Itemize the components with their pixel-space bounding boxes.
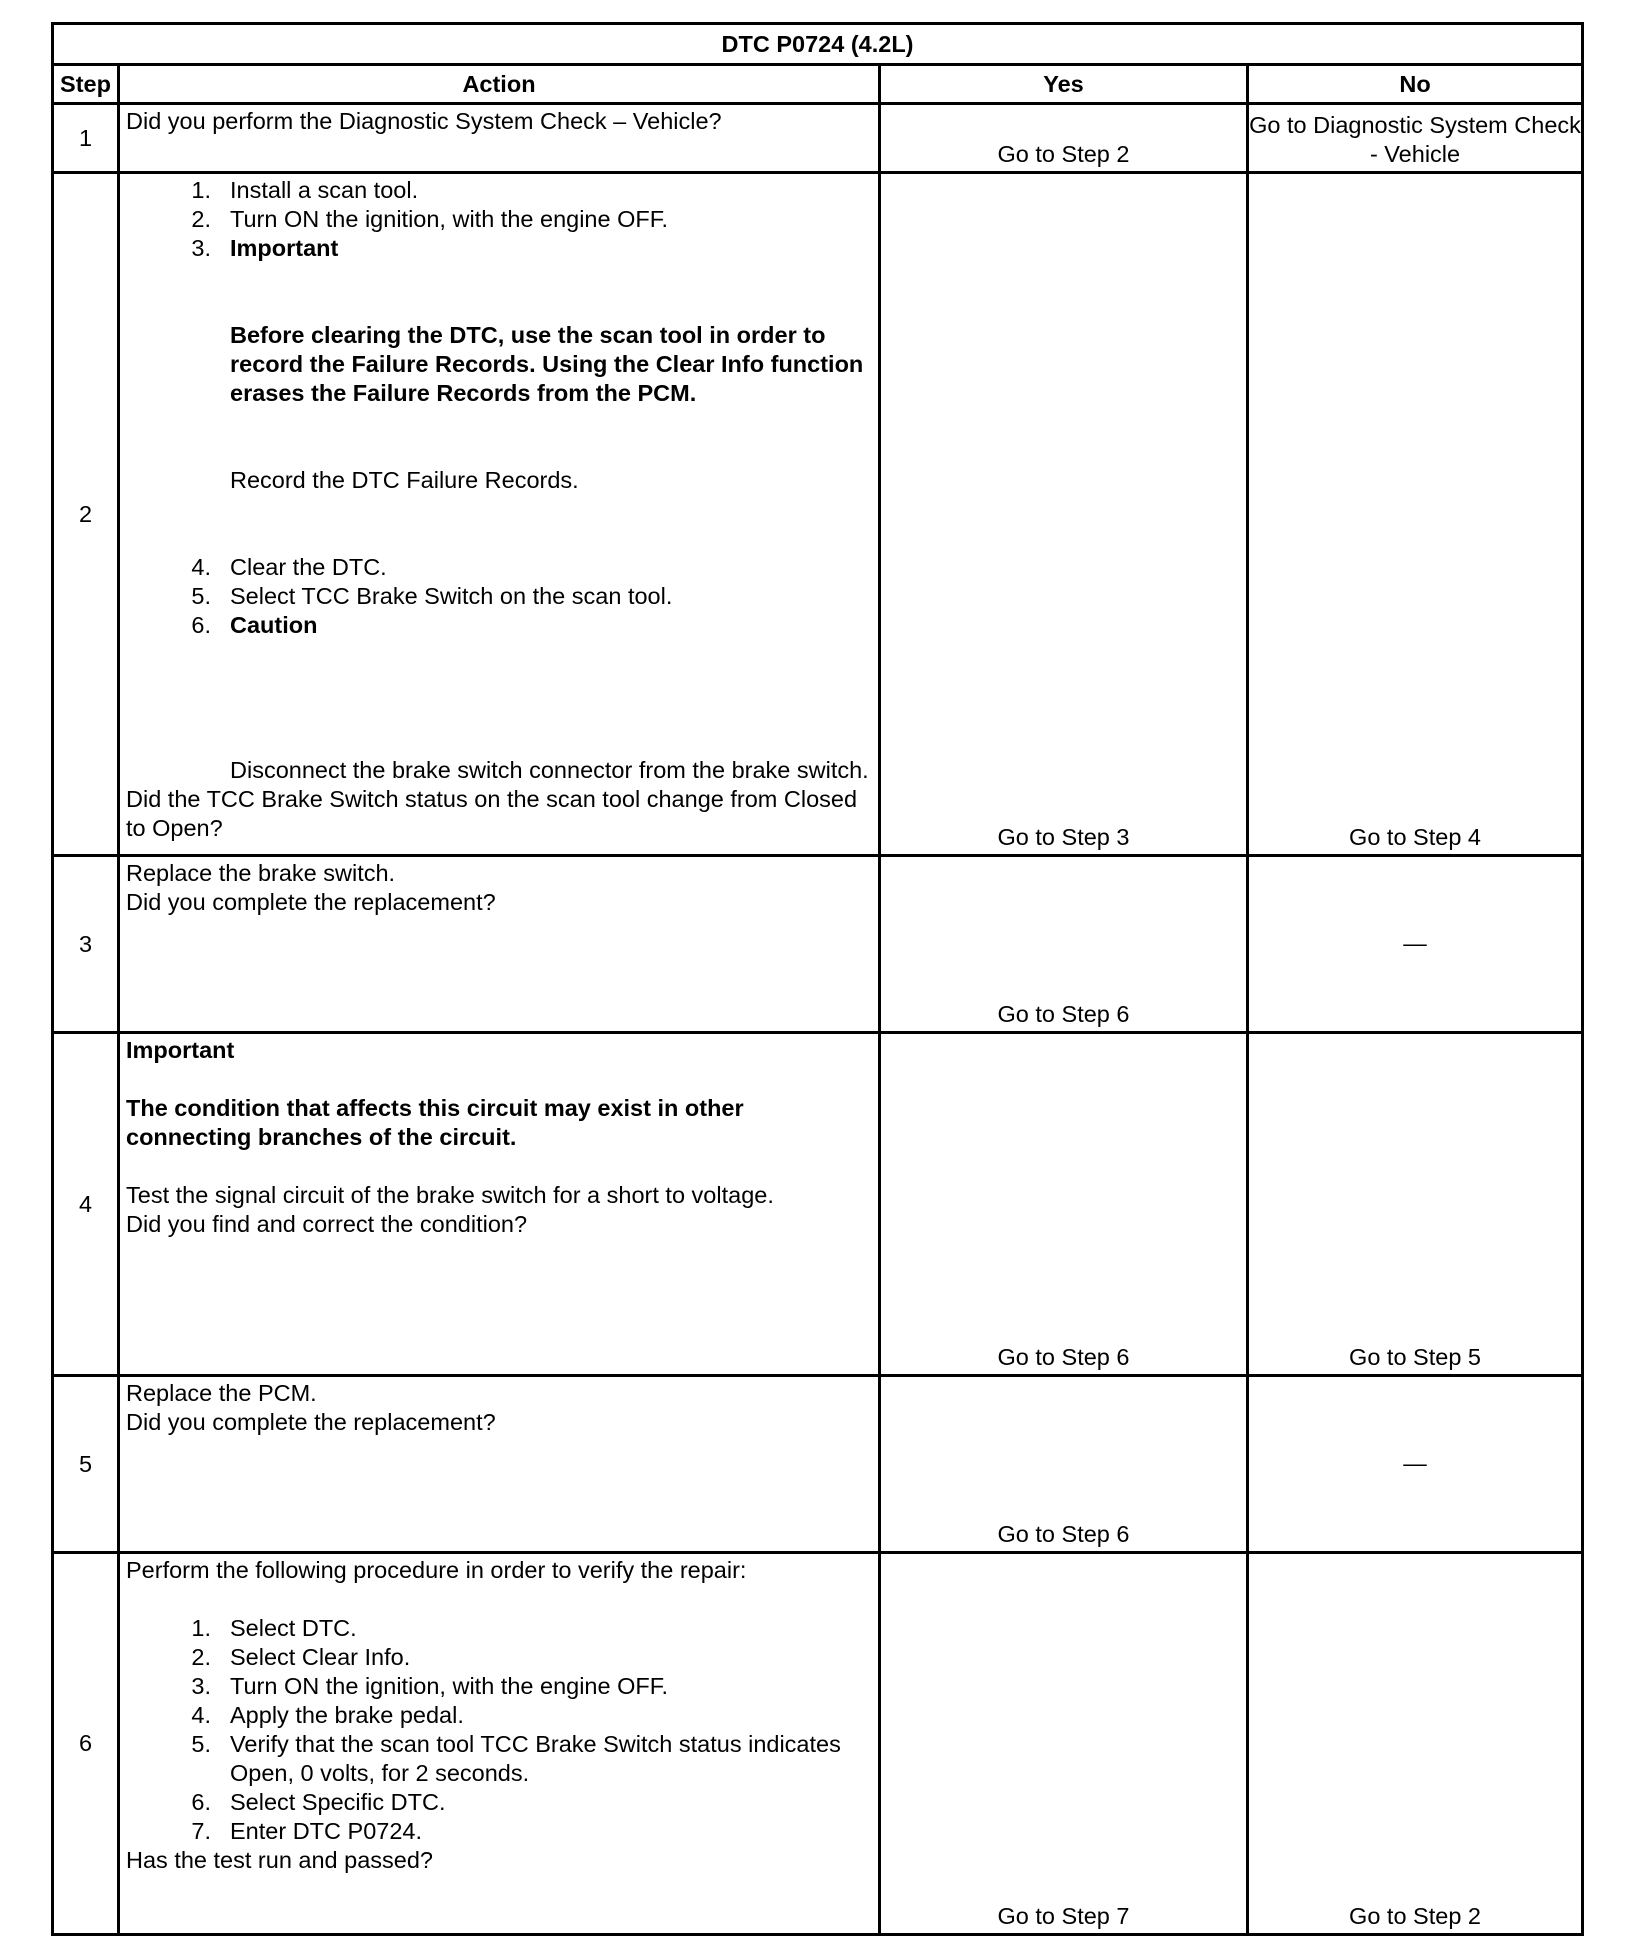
action-cell xyxy=(119,104,880,173)
list-item: 2. Select Clear Info. xyxy=(191,1644,411,1670)
diagnostic-table xyxy=(51,22,1584,1936)
list-item: 5. Verify that the scan tool TCC Brake Switch status indicates Open, 0 volts, for 2 seconds. xyxy=(191,1731,841,1786)
question-text: Did you complete the replacement? xyxy=(126,1409,496,1435)
question-text: Did you complete the replacement? xyxy=(126,889,496,915)
list-item: 3. Turn ON the ignition, with the engine OFF. xyxy=(191,1673,669,1699)
list-item: 3. Important xyxy=(191,235,339,261)
header-step: Step xyxy=(53,65,119,104)
action-cell xyxy=(119,856,880,1033)
disconnect-text: Disconnect the brake switch connector from the brake switch. xyxy=(230,757,869,783)
step-number: 6 xyxy=(53,1553,119,1935)
table-row xyxy=(53,1033,1583,1376)
header-action: Action xyxy=(119,65,880,104)
question-text: Has the test run and passed? xyxy=(126,1847,434,1873)
list-item: 1. Select DTC. xyxy=(191,1615,357,1641)
no-cell: Go to Diagnostic System Check - Vehicle xyxy=(1248,104,1583,173)
question-text: Did you perform the Diagnostic System Check – Vehicle? xyxy=(126,108,722,134)
intro-text: Perform the following procedure in order to verify the repair: xyxy=(126,1557,747,1583)
yes-cell: Go to Step 6 xyxy=(880,856,1248,1033)
list-item: 6. Select Specific DTC. xyxy=(191,1789,446,1815)
procedure-list xyxy=(126,553,872,640)
header-no: No xyxy=(1248,65,1583,104)
no-cell: Go to Step 4 xyxy=(1248,173,1583,856)
important-note: The condition that affects this circuit may exist in other connecting branches of the circuit. xyxy=(126,1095,744,1150)
yes-cell: Go to Step 6 xyxy=(880,1033,1248,1376)
list-item: 5. Select TCC Brake Switch on the scan tool. xyxy=(191,583,673,609)
step-number: 1 xyxy=(53,104,119,173)
table-row xyxy=(53,1376,1583,1553)
important-note: Before clearing the DTC, use the scan tool in order to record the Failure Records. Using the Clear Info function erases the Failure Records from the PCM. xyxy=(230,322,864,406)
table-title: DTC P0724 (4.2L) xyxy=(53,24,1583,65)
list-item: 4. Apply the brake pedal. xyxy=(191,1702,464,1728)
question-text: Did the TCC Brake Switch status on the scan tool change from Closed to Open? xyxy=(126,786,858,841)
procedure-list xyxy=(126,176,872,263)
no-cell: — xyxy=(1248,1376,1583,1553)
step-number: 4 xyxy=(53,1033,119,1376)
list-item: 4. Clear the DTC. xyxy=(191,554,387,580)
question-text: Did you find and correct the condition? xyxy=(126,1211,528,1237)
action-cell xyxy=(119,173,880,856)
list-item: 2. Turn ON the ignition, with the engine OFF. xyxy=(191,206,669,232)
table-row xyxy=(53,104,1583,173)
record-text: Record the DTC Failure Records. xyxy=(230,467,579,493)
step-number: 5 xyxy=(53,1376,119,1553)
header-yes: Yes xyxy=(880,65,1248,104)
no-cell: Go to Step 5 xyxy=(1248,1033,1583,1376)
action-cell xyxy=(119,1553,880,1935)
procedure-list xyxy=(126,1614,872,1846)
step-number: 3 xyxy=(53,856,119,1033)
action-cell xyxy=(119,1376,880,1553)
list-item: 7. Enter DTC P0724. xyxy=(191,1818,423,1844)
table-row xyxy=(53,856,1583,1033)
no-cell: — xyxy=(1248,856,1583,1033)
no-cell: Go to Step 2 xyxy=(1248,1553,1583,1935)
yes-cell: Go to Step 7 xyxy=(880,1553,1248,1935)
action-text: Test the signal circuit of the brake switch for a short to voltage. xyxy=(126,1182,774,1208)
step-number: 2 xyxy=(53,173,119,856)
yes-cell: Go to Step 3 xyxy=(880,173,1248,856)
list-item: 1. Install a scan tool. xyxy=(191,177,419,203)
important-label: Important xyxy=(126,1037,235,1063)
table-row xyxy=(53,173,1583,856)
list-item: 6. Caution xyxy=(191,612,318,638)
table-row xyxy=(53,1553,1583,1935)
yes-cell: Go to Step 6 xyxy=(880,1376,1248,1553)
yes-cell: Go to Step 2 xyxy=(880,104,1248,173)
action-text: Replace the brake switch. xyxy=(126,860,396,886)
action-text: Replace the PCM. xyxy=(126,1380,317,1406)
action-cell xyxy=(119,1033,880,1376)
